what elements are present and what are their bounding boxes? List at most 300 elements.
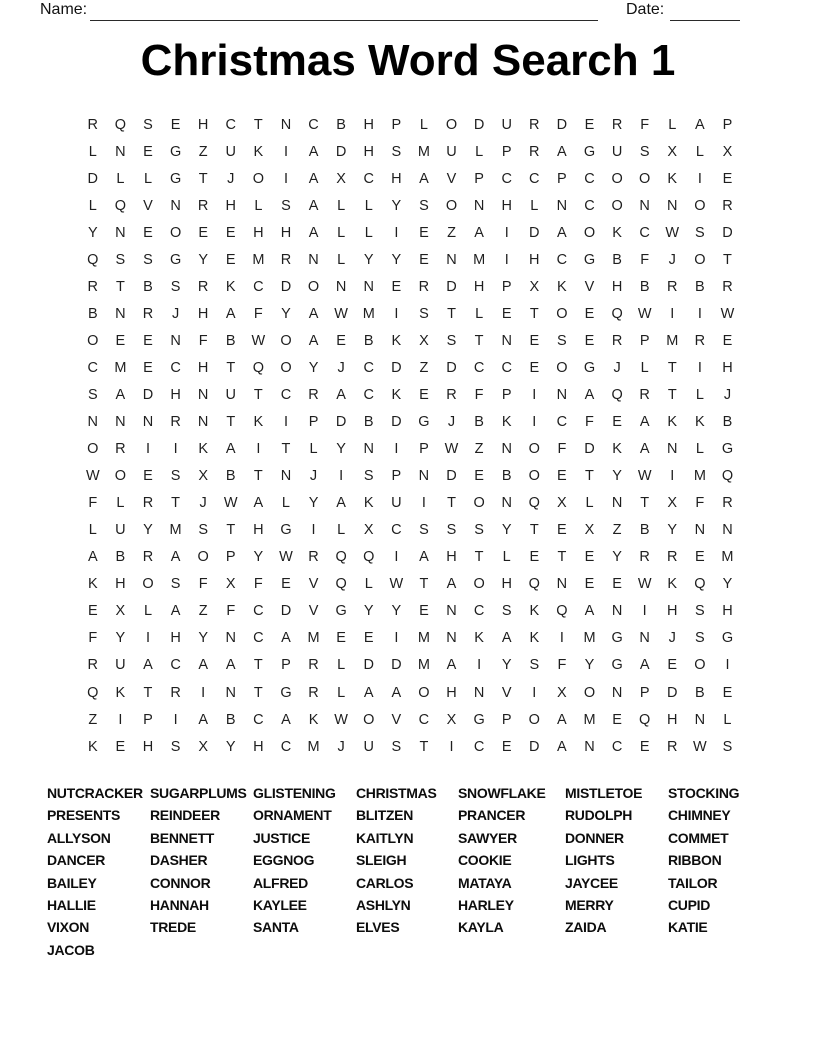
grid-letter: U <box>446 143 457 160</box>
grid-letter: C <box>639 224 650 241</box>
grid-letter: M <box>417 143 430 160</box>
grid-letter: E <box>722 170 733 187</box>
grid-letter: C <box>253 711 264 728</box>
grid-letter: H <box>142 738 154 755</box>
grid-letter: N <box>142 414 154 431</box>
grid-letter: L <box>419 116 428 133</box>
grid-letter: D <box>446 468 457 485</box>
grid-letter: C <box>391 522 402 539</box>
grid-letter: M <box>693 468 706 485</box>
grid-letter: C <box>363 386 374 403</box>
grid-letter: O <box>280 332 292 349</box>
grid-letter: A <box>170 603 181 620</box>
grid-letter: N <box>335 278 347 295</box>
grid-letter: E <box>584 576 595 593</box>
grid-letter: O <box>583 684 596 701</box>
grid-letter: H <box>363 116 374 133</box>
grid-letter: T <box>226 359 236 376</box>
grid-letter: Z <box>198 143 208 160</box>
grid-letter: R <box>197 197 209 214</box>
page-title: Christmas Word Search 1 <box>140 36 676 85</box>
word-item: ZAIDA <box>565 919 607 936</box>
grid-letter: X <box>363 522 374 539</box>
grid-letter: R <box>308 386 319 403</box>
grid-letter: I <box>394 305 399 322</box>
grid-letter: B <box>143 278 153 295</box>
grid-letter: M <box>307 738 320 755</box>
grid-letter: L <box>143 603 153 620</box>
grid-letter: B <box>363 332 374 349</box>
grid-letter: I <box>145 441 150 458</box>
grid-letter: J <box>171 305 180 322</box>
grid-letter: H <box>667 711 678 728</box>
grid-letter: F <box>88 630 98 647</box>
grid-letter: D <box>391 359 402 376</box>
grid-letter: C <box>253 278 264 295</box>
date-label: Date: <box>626 1 665 18</box>
grid-letter: U <box>611 143 623 160</box>
grid-letter: I <box>173 441 178 458</box>
grid-letter: I <box>697 305 702 322</box>
word-item: DONNER <box>565 829 624 846</box>
grid-letter: P <box>722 116 733 133</box>
grid-letter: A <box>87 549 98 566</box>
word-item: HANNAH <box>150 896 209 913</box>
grid-letter: B <box>639 278 650 295</box>
word-item: LIGHTS <box>565 852 615 869</box>
grid-letter: L <box>88 522 97 539</box>
grid-letter: K <box>391 386 402 403</box>
grid-letter: X <box>198 738 208 755</box>
word-item: CHRISTMAS <box>356 785 437 801</box>
grid-letter: C <box>473 603 485 620</box>
word-item: TREDE <box>150 919 196 936</box>
grid-letter: W <box>279 549 293 566</box>
grid-letter: T <box>474 332 484 349</box>
grid-letter: R <box>308 657 319 674</box>
grid-letter: O <box>142 576 154 593</box>
grid-letter: E <box>695 549 705 566</box>
grid-letter: J <box>668 251 676 268</box>
grid-letter: K <box>667 170 678 187</box>
grid-letter: C <box>501 170 512 187</box>
grid-letter: H <box>253 224 264 241</box>
word-item: KATIE <box>668 919 708 936</box>
grid-letter: T <box>447 305 456 322</box>
word-item: REINDEER <box>150 807 220 824</box>
grid-letter: G <box>169 143 182 160</box>
grid-letter: D <box>280 278 292 295</box>
grid-letter: G <box>169 170 182 187</box>
grid-letter: Y <box>87 224 98 241</box>
grid-letter: I <box>670 305 675 322</box>
grid-letter: M <box>583 630 596 647</box>
grid-letter: R <box>667 738 678 755</box>
grid-letter: X <box>722 143 733 160</box>
grid-letter: W <box>444 441 459 458</box>
grid-letter: U <box>115 657 126 674</box>
grid-letter: M <box>417 630 430 647</box>
grid-letter: Y <box>612 468 622 485</box>
grid-letter: S <box>695 603 705 620</box>
grid-letter: N <box>501 441 512 458</box>
grid-letter: I <box>283 414 288 431</box>
grid-letter: W <box>334 711 348 728</box>
word-item: BAILEY <box>47 874 97 891</box>
grid-letter: Q <box>363 549 375 566</box>
grid-letter: S <box>695 224 705 241</box>
grid-letter: E <box>584 332 595 349</box>
grid-letter: O <box>280 359 292 376</box>
grid-letter: C <box>584 170 595 187</box>
word-item: KAITLYN <box>356 829 414 846</box>
grid-letter: E <box>143 224 153 241</box>
grid-letter: J <box>337 359 345 376</box>
grid-letter: G <box>335 603 347 620</box>
grid-letter: B <box>474 414 484 431</box>
grid-letter: K <box>308 711 319 728</box>
grid-letter: R <box>722 495 733 512</box>
grid-letter: H <box>197 116 209 133</box>
word-list-column <box>253 782 336 939</box>
grid-letter: I <box>201 684 206 701</box>
grid-letter: D <box>87 170 99 187</box>
grid-letter: E <box>115 738 126 755</box>
grid-letter: C <box>556 251 568 268</box>
name-blank-line <box>90 2 598 21</box>
grid-letter: Y <box>308 359 319 376</box>
grid-letter: P <box>501 143 512 160</box>
grid-letter: C <box>473 359 485 376</box>
grid-letter: M <box>362 305 375 322</box>
grid-letter: L <box>337 251 346 268</box>
grid-letter: Z <box>198 603 208 620</box>
grid-letter: A <box>225 441 236 458</box>
grid-letter: S <box>446 332 457 349</box>
word-item: BLITZEN <box>356 807 414 824</box>
grid-letter: H <box>197 359 209 376</box>
grid-letter: I <box>394 630 399 647</box>
grid-letter: N <box>225 684 236 701</box>
grid-letter: S <box>446 522 457 539</box>
grid-letter: A <box>198 711 208 728</box>
grid-letter: T <box>253 386 263 403</box>
grid-letter: A <box>198 657 208 674</box>
grid-letter: E <box>501 305 512 322</box>
name-label: Name: <box>40 1 88 18</box>
grid-letter: O <box>639 170 651 187</box>
grid-letter: L <box>254 197 263 214</box>
grid-letter: L <box>640 359 649 376</box>
grid-letter: O <box>556 305 568 322</box>
grid-letter: Y <box>198 251 208 268</box>
grid-letter: Y <box>501 522 512 539</box>
grid-letter: L <box>143 170 153 187</box>
grid-letter: G <box>721 630 734 647</box>
grid-letter: A <box>391 684 402 701</box>
grid-letter: H <box>529 251 540 268</box>
grid-letter: P <box>501 278 512 295</box>
grid-letter: Z <box>88 711 98 728</box>
grid-letter: G <box>583 251 596 268</box>
grid-letter: E <box>143 468 153 485</box>
grid-letter: N <box>556 197 568 214</box>
grid-letter: P <box>391 468 402 485</box>
grid-letter: A <box>308 332 319 349</box>
grid-letter: T <box>557 549 567 566</box>
word-item: TAILOR <box>668 874 718 891</box>
grid-letter: P <box>557 170 567 187</box>
grid-letter: A <box>557 738 567 755</box>
grid-letter: E <box>87 603 98 620</box>
grid-letter: T <box>640 495 650 512</box>
grid-letter: X <box>557 684 567 701</box>
grid-letter: Q <box>528 576 540 593</box>
grid-letter: I <box>670 468 675 485</box>
grid-letter: B <box>336 116 346 133</box>
grid-letter: G <box>418 414 430 431</box>
word-item: KAYLEE <box>253 896 307 913</box>
grid-letter: H <box>446 549 457 566</box>
grid-letter: Q <box>335 576 347 593</box>
grid-letter: U <box>501 116 512 133</box>
word-item: DANCER <box>47 852 106 869</box>
grid-letter: L <box>585 495 594 512</box>
grid-letter: S <box>474 522 484 539</box>
grid-letter: L <box>364 224 373 241</box>
grid-letter: R <box>611 332 623 349</box>
grid-letter: E <box>143 359 153 376</box>
grid-letter: P <box>281 657 291 674</box>
grid-letter: D <box>556 116 568 133</box>
grid-letter: S <box>639 143 650 160</box>
grid-letter: N <box>446 630 457 647</box>
grid-letter: S <box>170 738 181 755</box>
grid-letter: E <box>336 332 346 349</box>
grid-letter: P <box>308 414 319 431</box>
grid-letter: C <box>611 738 623 755</box>
grid-letter: I <box>504 224 509 241</box>
grid-letter: J <box>613 359 621 376</box>
grid-letter: E <box>557 522 567 539</box>
grid-letter: A <box>501 630 512 647</box>
grid-letter: N <box>611 684 623 701</box>
grid-letter: N <box>308 251 319 268</box>
grid-letter: W <box>665 224 680 241</box>
grid-letter: A <box>557 711 567 728</box>
grid-letter: F <box>695 495 705 512</box>
grid-letter: U <box>115 522 126 539</box>
grid-letter: Q <box>611 386 623 403</box>
grid-letter: E <box>501 738 512 755</box>
grid-letter: X <box>557 495 567 512</box>
grid-letter: T <box>253 657 263 674</box>
grid-letter: T <box>226 414 236 431</box>
grid-letter: O <box>473 576 485 593</box>
grid-letter: R <box>529 143 540 160</box>
grid-letter: R <box>170 414 181 431</box>
grid-letter: N <box>115 414 126 431</box>
grid-letter: I <box>504 251 509 268</box>
grid-letter: F <box>585 414 594 431</box>
grid-letter: S <box>419 522 429 539</box>
grid-letter: E <box>225 224 236 241</box>
grid-letter: C <box>170 657 181 674</box>
grid-letter: R <box>722 278 733 295</box>
grid-letter: N <box>722 522 733 539</box>
word-list-column <box>47 782 143 961</box>
word-item: RUDOLPH <box>565 807 633 824</box>
word-item: CUPID <box>668 896 711 913</box>
word-item: BENNETT <box>150 829 215 846</box>
grid-letter: L <box>695 143 704 160</box>
grid-letter: L <box>475 143 484 160</box>
grid-letter: E <box>612 576 622 593</box>
grid-letter: D <box>667 684 678 701</box>
grid-letter: P <box>225 549 236 566</box>
grid-letter: I <box>394 549 399 566</box>
grid-letter: I <box>145 630 150 647</box>
grid-letter: X <box>115 603 126 620</box>
grid-letter: W <box>334 305 348 322</box>
grid-letter: G <box>583 143 596 160</box>
grid-letter: B <box>722 414 733 431</box>
grid-letter: D <box>473 116 485 133</box>
grid-letter: R <box>529 116 540 133</box>
grid-letter: W <box>251 332 266 349</box>
grid-letter: C <box>418 711 430 728</box>
grid-letter: O <box>252 170 264 187</box>
grid-letter: N <box>501 332 512 349</box>
grid-letter: E <box>584 305 595 322</box>
grid-letter: I <box>559 630 564 647</box>
grid-letter: A <box>225 305 236 322</box>
grid-letter: S <box>170 576 181 593</box>
grid-letter: C <box>225 116 236 133</box>
word-item: MERRY <box>565 896 614 913</box>
grid-letter: I <box>477 657 482 674</box>
grid-letter: S <box>87 386 98 403</box>
grid-letter: A <box>143 657 153 674</box>
grid-letter: W <box>637 305 652 322</box>
grid-letter: Q <box>556 603 568 620</box>
grid-letter: H <box>280 224 292 241</box>
grid-letter: G <box>473 711 485 728</box>
grid-letter: E <box>722 332 733 349</box>
grid-letter: Z <box>419 359 429 376</box>
grid-letter: Y <box>722 576 733 593</box>
grid-letter: K <box>612 441 622 458</box>
word-item: VIXON <box>47 919 90 936</box>
grid-letter: A <box>557 143 567 160</box>
grid-letter: F <box>640 251 650 268</box>
grid-letter: L <box>337 657 346 674</box>
grid-letter: M <box>114 359 127 376</box>
grid-letter: R <box>197 278 209 295</box>
grid-letter: Y <box>308 495 319 512</box>
grid-letter: G <box>280 684 292 701</box>
grid-letter: B <box>115 549 126 566</box>
grid-letter: D <box>529 738 540 755</box>
word-item: RIBBON <box>668 852 722 869</box>
grid-letter: E <box>419 251 429 268</box>
grid-letter: G <box>583 359 596 376</box>
grid-letter: B <box>695 278 705 295</box>
grid-letter: K <box>474 630 484 647</box>
grid-letter: E <box>198 224 208 241</box>
grid-letter: J <box>668 630 676 647</box>
grid-letter: R <box>87 278 99 295</box>
word-list-column <box>150 782 247 939</box>
grid-letter: E <box>529 332 540 349</box>
grid-letter: T <box>115 278 125 295</box>
grid-letter: I <box>283 170 288 187</box>
grid-letter: N <box>87 414 99 431</box>
grid-letter: E <box>115 332 126 349</box>
grid-letter: N <box>170 332 181 349</box>
grid-letter: W <box>85 468 100 485</box>
grid-letter: T <box>667 359 677 376</box>
grid-letter: N <box>611 603 623 620</box>
grid-letter: E <box>419 386 429 403</box>
grid-letter: C <box>363 170 374 187</box>
grid-letter: P <box>419 441 429 458</box>
grid-letter: L <box>116 495 125 512</box>
grid-letter: E <box>281 576 291 593</box>
grid-letter: E <box>143 332 153 349</box>
grid-letter: R <box>667 549 678 566</box>
grid-letter: G <box>611 630 623 647</box>
grid-letter: H <box>473 278 485 295</box>
grid-letter: E <box>722 684 733 701</box>
grid-letter: D <box>363 657 374 674</box>
grid-letter: C <box>556 414 568 431</box>
grid-letter: E <box>529 359 540 376</box>
grid-letter: K <box>253 143 264 160</box>
word-item: SUGARPLUMS <box>150 785 247 801</box>
grid-letter: N <box>363 441 374 458</box>
grid-letter: U <box>225 386 236 403</box>
grid-letter: A <box>336 386 346 403</box>
grid-letter: H <box>667 603 678 620</box>
grid-letter: F <box>226 603 236 620</box>
grid-letter: R <box>308 549 319 566</box>
grid-letter: Y <box>363 251 374 268</box>
grid-letter: L <box>116 170 125 187</box>
grid-letter: O <box>528 468 540 485</box>
grid-letter: T <box>474 549 484 566</box>
grid-letter: I <box>421 495 426 512</box>
grid-letter: B <box>695 684 705 701</box>
grid-letter: Y <box>584 657 595 674</box>
grid-letter: A <box>474 224 484 241</box>
word-item: GLISTENING <box>253 785 336 801</box>
grid-letter: O <box>87 441 99 458</box>
date-blank-line <box>670 2 740 21</box>
grid-letter: L <box>695 386 704 403</box>
grid-letter: Q <box>87 684 99 701</box>
grid-letter: D <box>722 224 733 241</box>
grid-letter: T <box>667 386 677 403</box>
grid-letter: R <box>446 386 457 403</box>
grid-letter: K <box>363 495 374 512</box>
grid-letter: V <box>143 197 153 214</box>
word-item: PRANCER <box>458 807 526 824</box>
grid-letter: L <box>475 305 484 322</box>
grid-letter: W <box>223 495 238 512</box>
grid-letter: K <box>115 684 126 701</box>
grid-letter: L <box>309 441 318 458</box>
